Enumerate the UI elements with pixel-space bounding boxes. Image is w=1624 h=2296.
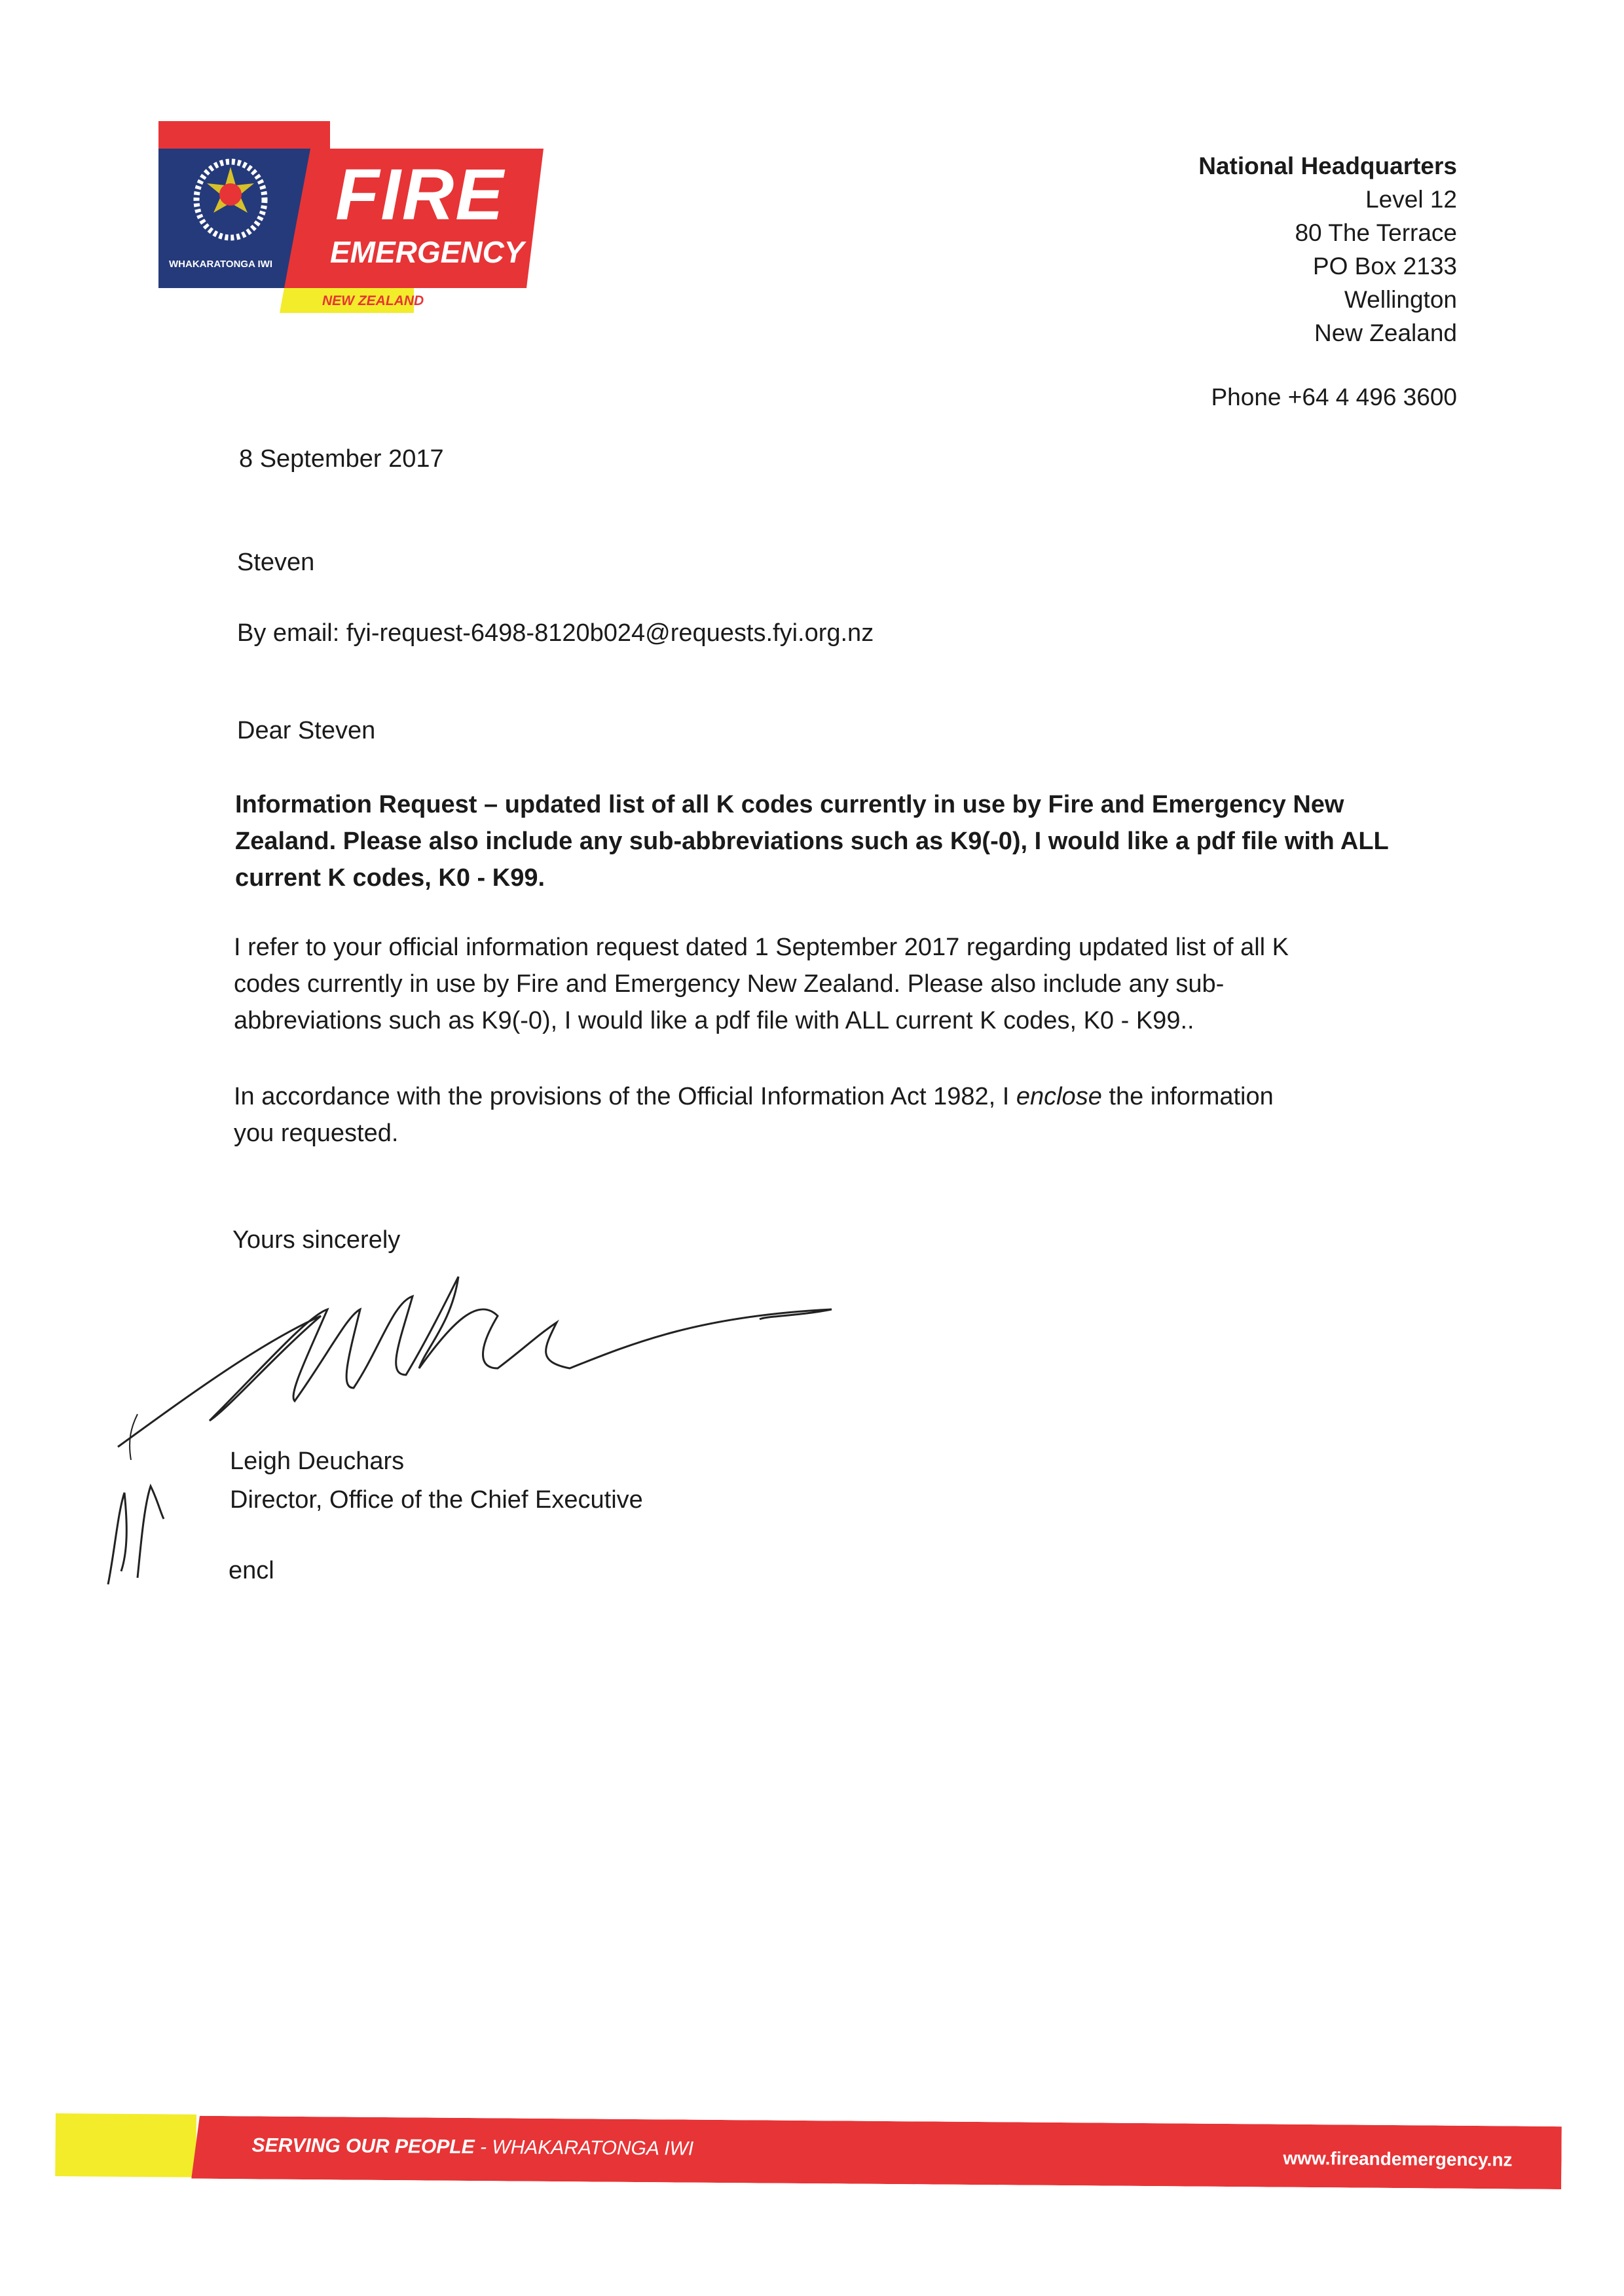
footer-website-link[interactable]: www.fireandemergency.nz [1283,2147,1513,2170]
subject-line: current K codes, K0 - K99. [235,864,545,892]
recipient-email: By email: fyi-request-6498-8120b024@requests.fyi.org.nz [237,619,874,647]
salutation: Dear Steven [237,717,376,744]
paragraph-line [234,1078,1274,1115]
initials [98,1473,177,1591]
letter-date: 8 September 2017 [239,445,444,473]
paragraph-line: abbreviations such as K9(-0), I would like a pdf file with ALL current K codes, K0 - K99.. [234,1007,1194,1034]
fire-emergency-logo [158,121,545,318]
paragraph-request [234,929,1289,1039]
address-line: New Zealand [1314,319,1457,346]
logo-word-emergency: EMERGENCY [330,235,525,269]
address-line: Wellington [1344,286,1457,313]
signature [111,1264,845,1460]
phone-number: Phone +64 4 496 3600 [1211,384,1457,410]
text-segment: In accordance with the provisions of the Official Information Act 1982, I [234,1083,1016,1110]
sender-address [1198,149,1457,414]
slogan-rest: - WHAKARATONGA IWI [474,2136,694,2160]
recipient-name: Steven [237,549,315,576]
paragraph-line: you requested. [234,1120,399,1147]
signer-title: Director, Office of the Chief Executive [230,1486,643,1514]
logo-maori-name: WHAKARATONGA IWI [169,259,273,270]
emphasis-text: enclose [1016,1083,1102,1110]
closing: Yours sincerely [232,1226,401,1254]
slogan-bold: SERVING OUR PEOPLE [251,2134,475,2159]
logo-word-fire: FIRE [335,155,505,235]
address-title: National Headquarters [1198,153,1457,179]
footer-banner [55,2113,1562,2193]
text-segment: the information [1101,1083,1274,1110]
subject-line: Zealand. Please also include any sub-abbreviations such as K9(-0), I would like a pdf file with ALL [235,828,1389,855]
footer-slogan [251,2134,693,2160]
subject-heading [235,786,1389,896]
paragraph-line: I refer to your official information request dated 1 September 2017 regarding updated list of all K [234,934,1289,961]
paragraph-line: codes currently in use by Fire and Emergency New Zealand. Please also include any sub- [234,970,1225,998]
subject-line: Information Request – updated list of all K codes currently in use by Fire and Emergency New [235,791,1344,818]
signer-name: Leigh Deuchars [230,1448,405,1475]
enclosure-note: encl [229,1557,274,1584]
footer-yellow-block [55,2113,196,2178]
address-line: Level 12 [1365,186,1457,213]
logo-country: NEW ZEALAND [322,293,424,308]
address-line: PO Box 2133 [1312,253,1457,280]
paragraph-response [234,1078,1274,1152]
address-line: 80 The Terrace [1295,219,1457,246]
